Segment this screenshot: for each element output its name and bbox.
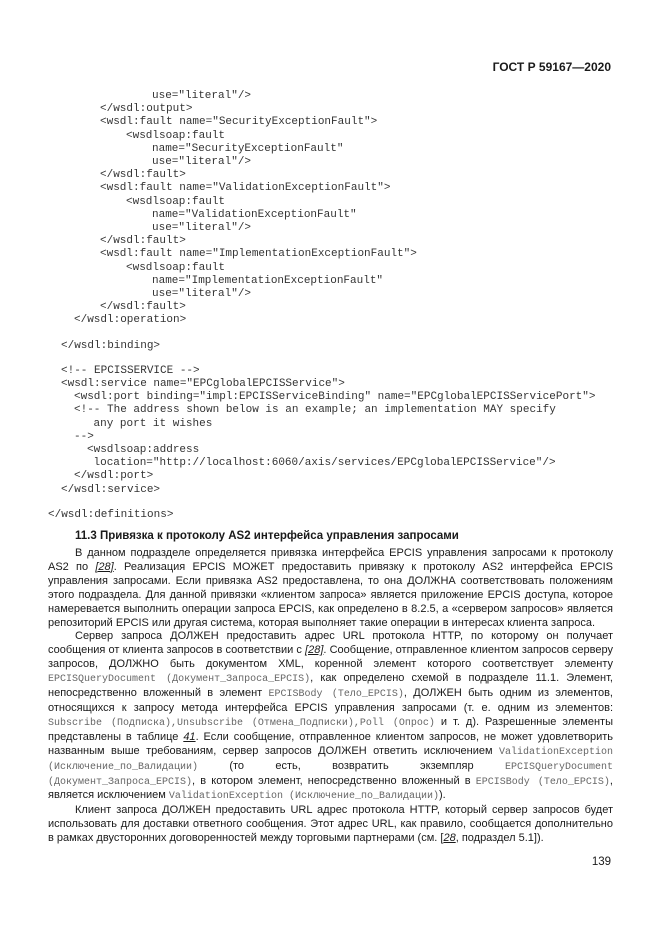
code-line: <!-- EPCISSERVICE --> [61, 364, 200, 377]
code-term: EPCISQueryDocument (Документ_Запроса_EPCIS) [48, 761, 613, 788]
section-heading: 11.3 Привязка к протоколу AS2 интерфейса управления запросами [75, 530, 459, 542]
paragraph-text: , ДОЛЖЕН быть одним из элементов, относящихся к запросу метода интерфейса EPCIS управления запросами (т. е. одним из элементов: [48, 687, 613, 714]
paragraph-text: и т. д). Разрешенные элементы представлены в таблице [48, 715, 614, 743]
code-line: --> [74, 430, 94, 443]
code-term: Subscribe (Подписка),Unsubscribe (Отмена_Подписки),Poll (Опрос) [48, 717, 435, 729]
code-line: </wsdl:output> [100, 103, 193, 116]
code-line: <wsdl:port binding="impl:EPCISServiceBinding" name="EPCglobalEPCISServicePort"> [74, 391, 596, 404]
code-line: location="http://localhost:6060/axis/services/EPCglobalEPCISService"/> [93, 457, 556, 470]
code-line: </wsdl:service> [61, 483, 161, 496]
code-line: use="literal"/> [152, 288, 252, 300]
reference-link[interactable]: [28] [305, 644, 324, 657]
paragraph-text: В данном подразделе определяется привязка интерфейса EPCIS управления запросами к протоколу AS2 по [48, 547, 613, 573]
section-body [48, 547, 613, 846]
document-standard-header: ГОСТ Р 59167—2020 [492, 60, 611, 74]
code-term: ValidationException (Исключение_по_Валидации) [168, 791, 439, 803]
code-line: </wsdl:definitions> [48, 508, 174, 521]
paragraph-text: Сервер запроса ДОЛЖЕН предоставить адрес URL протокола HTTP, по которому он получает сообщения от клиента запросов в соответствии с [48, 630, 613, 657]
paragraph-text: . Реализация EPCIS МОЖЕТ предоставить привязку к протоколу AS2 интерфейса EPCIS управления запросами. Если привязка AS2 предоставлена, то она ДОЛЖНА соответствовать положениям этого подраздела. Для данной привязки «клиентом запроса» является приложение EPCIS доступа, которое намеревается выполнить операции запроса EPCIS, как определено в 8.2.5, а «сервером запросов» является репозиторий EPCIS или другая система, которая выполняет такие операции в интересах клиента запроса. [48, 560, 613, 629]
code-line: use="literal"/> [152, 222, 252, 234]
paragraph-text: Клиент запроса ДОЛЖЕН предоставить URL адрес протокола HTTP, который сервер запросов будет использовать для доставки ответного сообщения. Этот адрес URL, как правило, сообщается дополнительно в рамках двусторонних договоренностей между торговыми партнерами (см. [ [48, 804, 613, 845]
paragraph-text: ). [438, 789, 446, 802]
code-line: </wsdl:fault> [100, 169, 186, 182]
code-line: </wsdl:port> [74, 470, 154, 483]
code-line: any port it wishes [93, 417, 213, 430]
paragraph-text: , в котором элемент, непосредственно вложенный в [192, 774, 476, 787]
paragraph-text: . Сообщение, отправленное клиентом запросов серверу запросов, ДОЛЖНО быть документом XML, коренной элемент которого соответствует элементу [48, 644, 613, 671]
reference-link[interactable]: 41 [183, 730, 196, 743]
code-line: </wsdl:binding> [61, 339, 161, 352]
reference-link[interactable]: [28] [95, 560, 114, 573]
code-line: </wsdl:fault> [100, 301, 186, 314]
code-line: </wsdl:operation> [74, 314, 187, 327]
code-line: <wsdl:fault name="ImplementationExceptionFault"> [100, 248, 417, 261]
code-line: <wsdlsoap:address [87, 444, 200, 456]
code-term: EPCISBody (Тело_EPCIS) [268, 689, 404, 701]
paragraph-text: (то есть, возвратить экземпляр [198, 759, 505, 772]
code-line: <wsdl:fault name="SecurityExceptionFault"> [100, 116, 378, 129]
code-line: <wsdl:service name="EPCglobalEPCISService"> [61, 378, 345, 390]
reference-link[interactable]: 28 [443, 832, 456, 845]
page-number: 139 [591, 856, 611, 868]
paragraph [48, 804, 613, 846]
code-line: <wsdlsoap:fault [126, 195, 226, 208]
code-line: </wsdl:fault> [100, 235, 186, 248]
code-line: <!-- The address shown below is an example; an implementation MAY specify [74, 404, 556, 417]
paragraph-text: , подраздел 5.1]). [455, 832, 544, 845]
paragraph [48, 547, 613, 630]
paragraph-text: . Если сообщение, отправленное клиентом запросов, не может удовлетворить названным выше требованиям, сервер запросов ДОЛЖЕН ответить исключением [48, 730, 613, 757]
code-line: use="literal"/> [152, 90, 252, 102]
paragraph-text: , как определено схемой в подразделе 11.1. Элемент, непосредственно вложенный в элемент [48, 672, 613, 700]
code-line: <wsdl:fault name="ValidationExceptionFault"> [100, 182, 391, 195]
code-term: ValidationException (Исключение_по_Валидации) [48, 746, 613, 773]
code-line: name="ValidationExceptionFault" [152, 208, 357, 221]
code-line: name="SecurityExceptionFault" [152, 142, 344, 155]
code-line: name="ImplementationExceptionFault" [152, 274, 384, 287]
code-line: use="literal"/> [152, 156, 252, 168]
code-term: EPCISQueryDocument (Документ_Запроса_EPCIS) [48, 674, 311, 686]
code-line: <wsdlsoap:fault [126, 261, 226, 274]
paragraph-text: , является исключением [48, 774, 613, 802]
code-term: EPCISBody (Тело_EPCIS) [475, 776, 610, 788]
code-line: <wsdlsoap:fault [126, 129, 226, 142]
paragraph [48, 630, 613, 804]
